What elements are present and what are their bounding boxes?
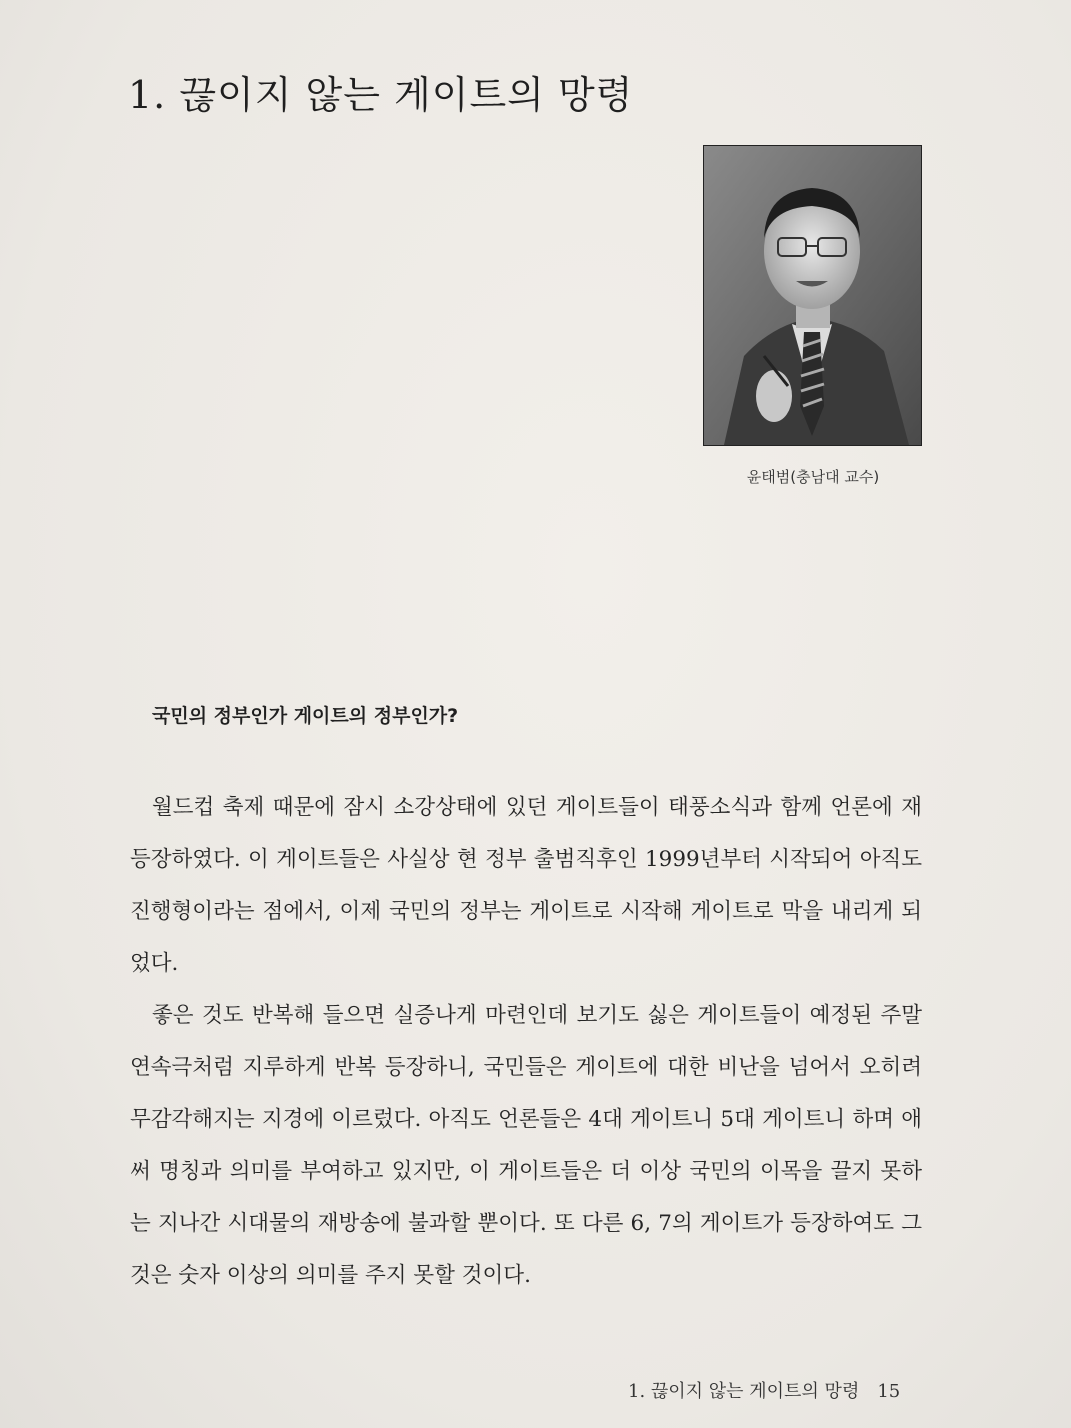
paragraph: 월드컵 축제 때문에 잠시 소강상태에 있던 게이트들이 태풍소식과 함께 언론에 재등장하였다. 이 게이트들은 사실상 현 정부 출범직후인 1999년부터 시작되어 아직도 진행형이라는 점에서, 이제 국민의 정부는 게이트로 시작해 게이트로 막을 내리게 되었다. — [130, 795, 922, 976]
page-number: 15 — [877, 1381, 901, 1402]
running-title: 1. 끊이지 않는 게이트의 망령 — [628, 1381, 860, 1402]
photo-caption: 윤태범(충남대 교수) — [746, 468, 880, 486]
page-footer — [628, 1377, 900, 1403]
body-text — [130, 782, 922, 1302]
paragraph: 좋은 것도 반복해 들으면 실증나게 마련인데 보기도 싫은 게이트들이 예정된 주말 연속극처럼 지루하게 반복 등장하니, 국민들은 게이트에 대한 비난을 넘어서 오히려 무감각해지는 지경에 이르렀다. 아직도 언론들은 4대 게이트니 5대 게이트니 하며 애써 명칭과 의미를 부여하고 있지만, 이 게이트들은 더 이상 국민의 이목을 끌지 못하는 지나간 시대물의 재방송에 불과할 뿐이다. 또 다른 6, 7의 게이트가 등장하여도 그것은 숫자 이상의 의미를 주지 못할 것이다. — [130, 1003, 922, 1288]
section-heading: 국민의 정부인가 게이트의 정부인가? — [152, 705, 459, 727]
chapter-title: 1. 끊이지 않는 게이트의 망령 — [128, 73, 634, 117]
portrait-photo — [703, 145, 922, 446]
